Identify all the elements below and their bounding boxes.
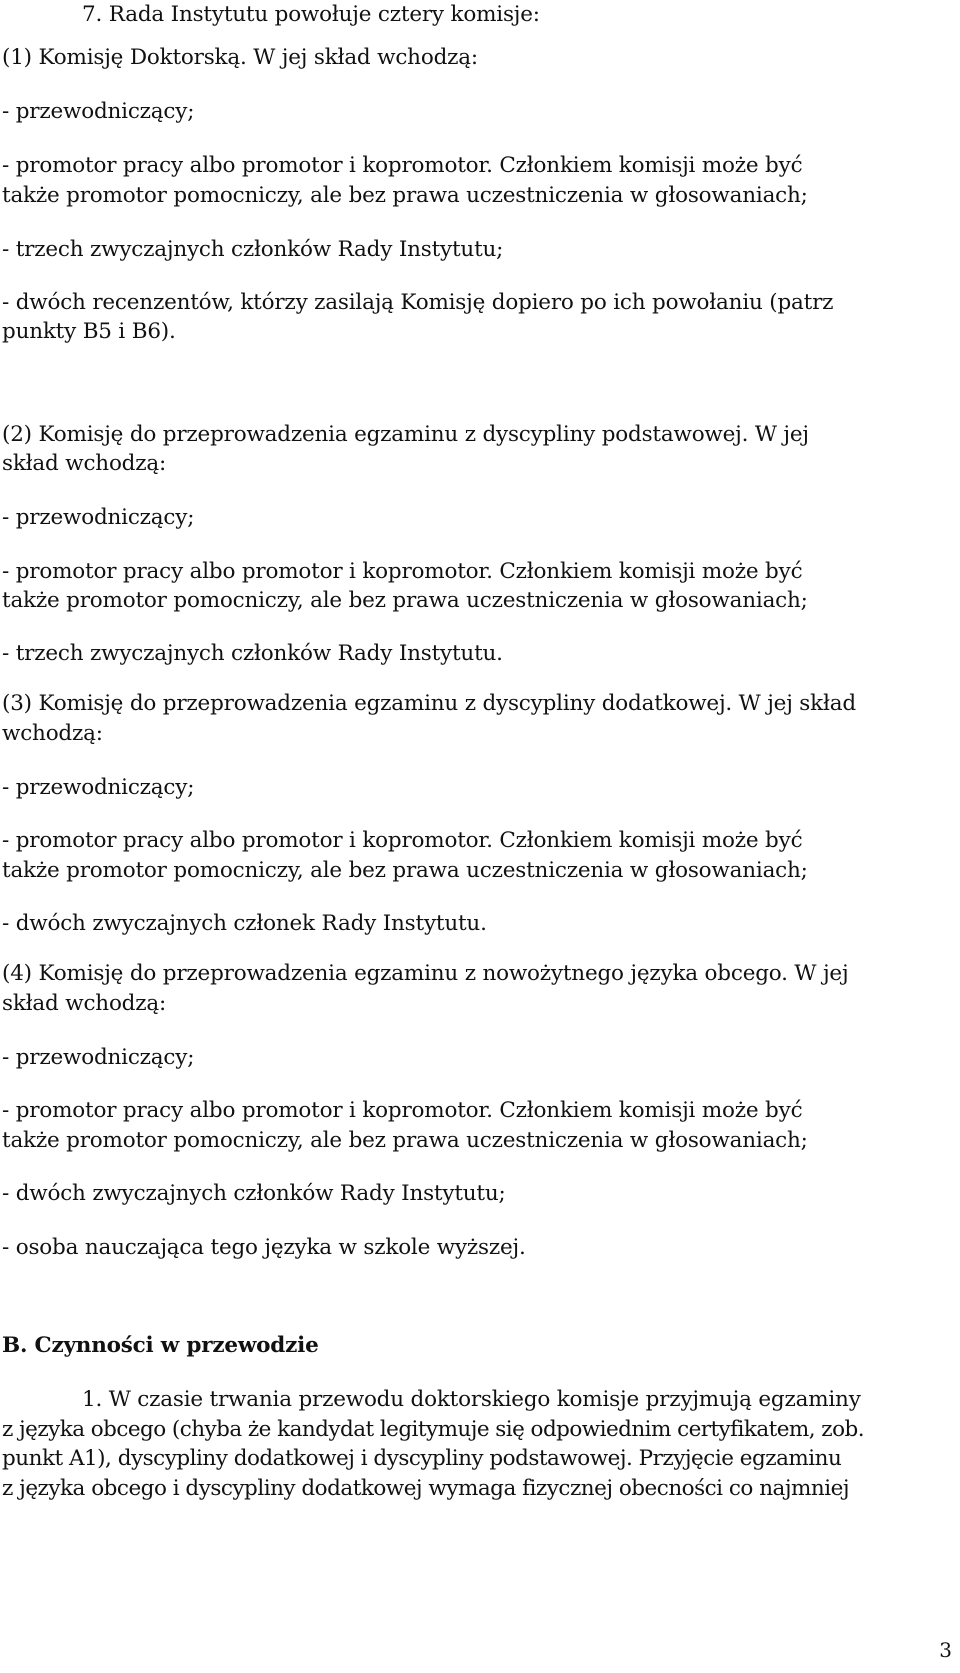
paragraph-line: - przewodniczący; xyxy=(2,505,195,530)
paragraph-line: - dwóch zwyczajnych członek Rady Instytutu. xyxy=(2,911,487,936)
paragraph-line: punkty B5 i B6). xyxy=(2,319,176,344)
paragraph-line: skład wchodzą: xyxy=(2,451,167,476)
paragraph-line: 1. W czasie trwania przewodu doktorskiego komisje przyjmują egzaminy xyxy=(82,1387,861,1412)
paragraph-line: także promotor pomocniczy, ale bez prawa uczestniczenia w głosowaniach; xyxy=(2,183,808,208)
paragraph-line: - trzech zwyczajnych członków Rady Instytutu; xyxy=(2,237,504,262)
list-item-heading: 7. Rada Instytutu powołuje cztery komisje: xyxy=(82,2,540,27)
paragraph-line: - promotor pracy albo promotor i kopromotor. Członkiem komisji może być xyxy=(2,1098,803,1123)
paragraph-line: także promotor pomocniczy, ale bez prawa uczestniczenia w głosowaniach; xyxy=(2,858,808,883)
paragraph-line: - dwóch recenzentów, którzy zasilają Komisję dopiero po ich powołaniu (patrz xyxy=(2,290,834,315)
paragraph-line: (2) Komisję do przeprowadzenia egzaminu z dyscypliny podstawowej. W jej xyxy=(2,422,809,447)
paragraph-line: - przewodniczący; xyxy=(2,775,195,800)
paragraph-line: (1) Komisję Doktorską. W jej skład wchodzą: xyxy=(2,45,478,70)
section-heading: B. Czynności w przewodzie xyxy=(2,1333,319,1358)
paragraph-line: - trzech zwyczajnych członków Rady Instytutu. xyxy=(2,641,503,666)
paragraph-line: (3) Komisję do przeprowadzenia egzaminu z dyscypliny dodatkowej. W jej skład xyxy=(2,691,856,716)
paragraph-line: (4) Komisję do przeprowadzenia egzaminu z nowożytnego języka obcego. W jej xyxy=(2,961,849,986)
paragraph-line: - przewodniczący; xyxy=(2,1045,195,1070)
paragraph-line: - promotor pracy albo promotor i kopromotor. Członkiem komisji może być xyxy=(2,153,803,178)
paragraph-line: z języka obcego i dyscypliny dodatkowej wymaga fizycznej obecności co najmniej xyxy=(2,1476,850,1501)
page-number: 3 xyxy=(939,1638,952,1662)
paragraph-line: wchodzą: xyxy=(2,721,103,746)
paragraph-line: skład wchodzą: xyxy=(2,991,167,1016)
paragraph-line: - przewodniczący; xyxy=(2,99,195,124)
paragraph-line: - promotor pracy albo promotor i kopromotor. Członkiem komisji może być xyxy=(2,559,803,584)
paragraph-line: - dwóch zwyczajnych członków Rady Instytutu; xyxy=(2,1181,506,1206)
paragraph-line: - promotor pracy albo promotor i kopromotor. Członkiem komisji może być xyxy=(2,828,803,853)
paragraph-line: z języka obcego (chyba że kandydat legitymuje się odpowiednim certyfikatem, zob. xyxy=(2,1417,864,1442)
paragraph-line: także promotor pomocniczy, ale bez prawa uczestniczenia w głosowaniach; xyxy=(2,588,808,613)
paragraph-line: także promotor pomocniczy, ale bez prawa uczestniczenia w głosowaniach; xyxy=(2,1128,808,1153)
paragraph-line: punkt A1), dyscypliny dodatkowej i dyscypliny podstawowej. Przyjęcie egzaminu xyxy=(2,1446,842,1471)
paragraph-line: - osoba nauczająca tego języka w szkole wyższej. xyxy=(2,1235,526,1260)
